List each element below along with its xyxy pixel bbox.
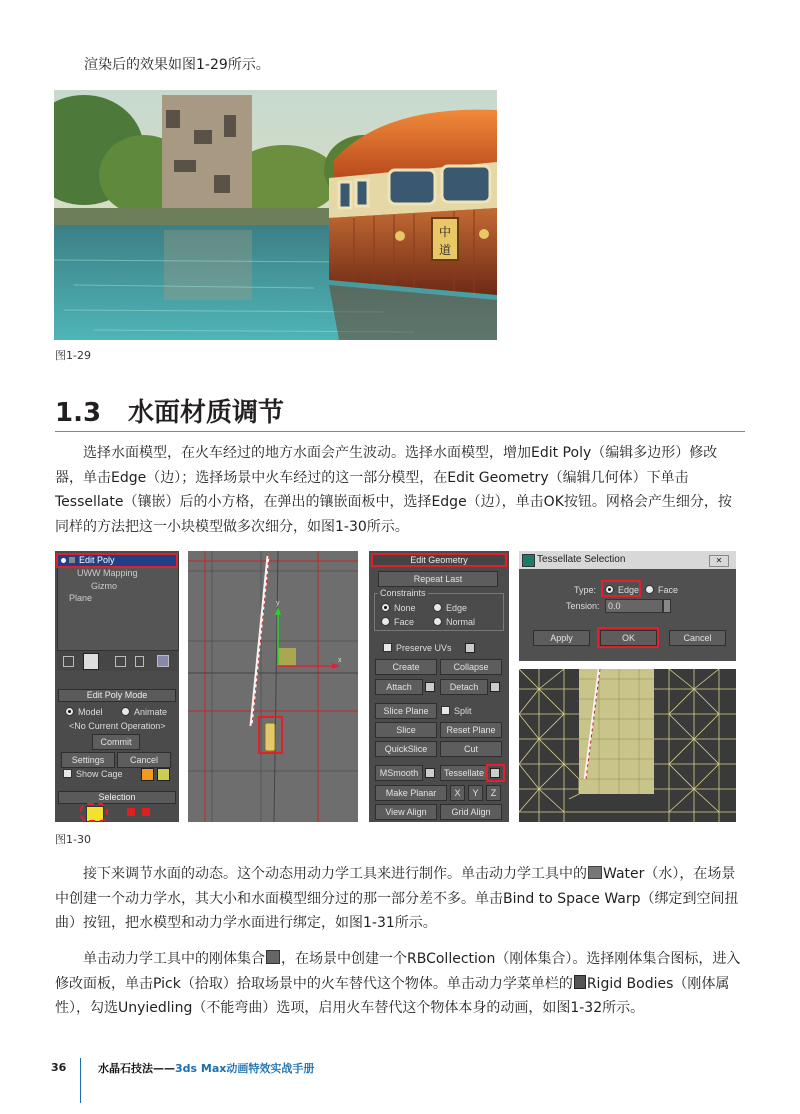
paragraph-1: 选择水面模型，在火车经过的地方水面会产生波动。选择水面模型，增加Edit Poly（编辑多边形）修改器，单击Edge（边）；选择场景中火车经过的这一部分模型，在Edit Geometry（编辑几何体）下单击Tessellate（镶嵌）后的小方格，在弹出的镶嵌面板中，选择Edge（边），单击OK按钮。网格会产生细分，按同样的方法把这一小块模型做多次细分，如图1-30所示。: [55, 445, 732, 535]
make-unique-icon[interactable]: [115, 656, 126, 667]
quickslice-button[interactable]: QuickSlice: [375, 741, 437, 757]
commit-button[interactable]: Commit: [92, 734, 140, 750]
tessellate-button[interactable]: Tessellate: [440, 765, 488, 781]
section-rule: [55, 431, 745, 432]
type-edge-radio[interactable]: Edge: [605, 585, 639, 595]
footer-divider: [80, 1058, 81, 1103]
highlight-edit-poly: [56, 553, 178, 568]
slice-button[interactable]: Slice: [375, 722, 437, 738]
section-title: 水面材质调节: [128, 398, 285, 428]
edge-selection-icon[interactable]: [127, 808, 135, 816]
section-number: 1.3: [55, 398, 102, 428]
tension-spinner[interactable]: [663, 599, 671, 613]
stack-item-uvw-mapping[interactable]: UWW Mapping: [77, 568, 138, 578]
type-face-radio[interactable]: Face: [645, 585, 678, 595]
highlight-ok-button: [597, 627, 659, 648]
intro-line: 渲染后的效果如图1-29所示。: [84, 57, 270, 73]
attach-button[interactable]: Attach: [375, 679, 423, 695]
constraint-edge[interactable]: Edge: [433, 603, 467, 613]
cut-button[interactable]: Cut: [440, 741, 502, 757]
edit-poly-mode-rollout[interactable]: Edit Poly Mode: [58, 689, 176, 702]
tension-input[interactable]: 0.0: [605, 599, 663, 613]
highlight-vertex-selection: [80, 803, 108, 822]
highlight-edit-geometry: [371, 553, 507, 567]
dialog-titlebar: Tessellate Selection ✕: [519, 551, 736, 569]
apply-button[interactable]: Apply: [533, 630, 590, 646]
ok-button[interactable]: OK: [600, 630, 657, 646]
remove-modifier-icon[interactable]: [135, 656, 144, 667]
tessellate-selection-dialog: [519, 551, 736, 661]
train-sign-top: 中: [438, 225, 452, 239]
pin-stack-icon[interactable]: [63, 656, 74, 667]
preserve-uvs-settings-icon[interactable]: [465, 643, 475, 653]
tension-label: Tension:: [566, 601, 600, 611]
y-axis-label: y: [276, 600, 280, 607]
constraint-face[interactable]: Face: [381, 617, 414, 627]
detach-settings-icon[interactable]: [490, 682, 500, 692]
show-cage-checkbox[interactable]: Show Cage: [63, 769, 123, 779]
type-label: Type:: [574, 585, 597, 595]
create-button[interactable]: Create: [375, 659, 437, 675]
reset-plane-button[interactable]: Reset Plane: [440, 722, 502, 738]
settings-button[interactable]: Settings: [61, 752, 115, 768]
paragraph-3: 单击动力学工具中的刚体集合 ，在场景中创建一个RBCollection（刚体集合）。选择刚体集合图标，进入修改面板，单击Pick（拾取）拾取场景中的火车替代这个物体。单击动力学菜单栏的 Rigid Bodies（刚体属性），勾选Unyiedling（不能弯曲）选项，启用火车替代这个物体本身的动画，如图1-32所示。: [55, 951, 741, 1016]
preserve-uvs-checkbox[interactable]: Preserve UVs: [383, 643, 452, 653]
top-viewport[interactable]: [188, 551, 358, 822]
constraints-label: Constraints: [380, 588, 426, 598]
grid-align-button[interactable]: Grid Align: [440, 804, 502, 820]
collapse-button[interactable]: Collapse: [440, 659, 502, 675]
constraint-normal[interactable]: Normal: [433, 617, 475, 627]
planarize-x-button[interactable]: X: [450, 785, 465, 801]
stack-item-gizmo[interactable]: Gizmo: [91, 581, 118, 591]
edit-geometry-panel: [369, 551, 509, 822]
detach-button[interactable]: Detach: [440, 679, 488, 695]
configure-sets-icon[interactable]: [157, 655, 169, 667]
cage-color-swatch-2[interactable]: [157, 768, 170, 781]
constraint-none[interactable]: None: [381, 603, 416, 613]
water-tool-icon: [588, 866, 602, 879]
repeat-last-button[interactable]: Repeat Last: [378, 571, 498, 587]
close-icon[interactable]: ✕: [709, 555, 729, 567]
current-operation: <No Current Operation>: [69, 721, 166, 731]
radio-animate[interactable]: Animate: [121, 707, 167, 717]
planarize-z-button[interactable]: Z: [486, 785, 501, 801]
split-checkbox[interactable]: Split: [441, 706, 472, 716]
tessellated-mesh-viewport[interactable]: [519, 669, 736, 822]
msmooth-button[interactable]: MSmooth: [375, 765, 423, 781]
figure-1-29-caption: 图1-29: [55, 349, 91, 362]
train-sign-bottom: 道: [438, 243, 452, 257]
stack-item-plane[interactable]: Plane: [69, 593, 93, 603]
view-align-button[interactable]: View Align: [375, 804, 437, 820]
make-planar-button[interactable]: Make Planar: [375, 785, 447, 801]
cage-color-swatch-1[interactable]: [141, 768, 154, 781]
highlight-type-edge: [601, 580, 641, 597]
selection-rollout[interactable]: Selection: [58, 791, 176, 804]
slice-plane-button[interactable]: Slice Plane: [375, 703, 437, 719]
paragraph-2: 接下来调节水面的动态。这个动态用动力学工具来进行制作。单击动力学工具中的 Water（水），在场景中创建一个动力学水，其大小和水面模型细分过的那一部分差不多。单击Bind to Space Warp（绑定到空间扭曲）按钮，把水模型和动力学水面进行绑定，如图1-31所示。: [55, 866, 739, 931]
rigid-bodies-icon: [574, 975, 586, 989]
msmooth-settings-icon[interactable]: [425, 768, 435, 778]
figure-1-30-caption: 图1-30: [55, 833, 91, 846]
planarize-y-button[interactable]: Y: [468, 785, 483, 801]
attach-settings-icon[interactable]: [425, 682, 435, 692]
stack-item-edit-poly[interactable]: Edit Poly: [58, 555, 176, 566]
command-panel: [55, 551, 179, 822]
radio-model[interactable]: Model: [65, 707, 103, 717]
highlight-tessellate-settings: [486, 764, 505, 782]
edit-geometry-rollout[interactable]: Edit Geometry: [372, 554, 506, 567]
app-icon: [522, 554, 535, 567]
rigid-body-collection-icon: [266, 950, 280, 964]
figure-1-29-image: [54, 90, 497, 340]
x-axis-label: x: [338, 657, 342, 664]
page-number: 36: [51, 1061, 67, 1074]
border-selection-icon[interactable]: [142, 808, 150, 816]
footer-book-title: 水晶石技法——3ds Max动画特效实战手册: [98, 1062, 315, 1075]
cancel-button[interactable]: Cancel: [117, 752, 171, 768]
show-end-result-icon[interactable]: [83, 653, 99, 670]
cancel-dialog-button[interactable]: Cancel: [669, 630, 726, 646]
